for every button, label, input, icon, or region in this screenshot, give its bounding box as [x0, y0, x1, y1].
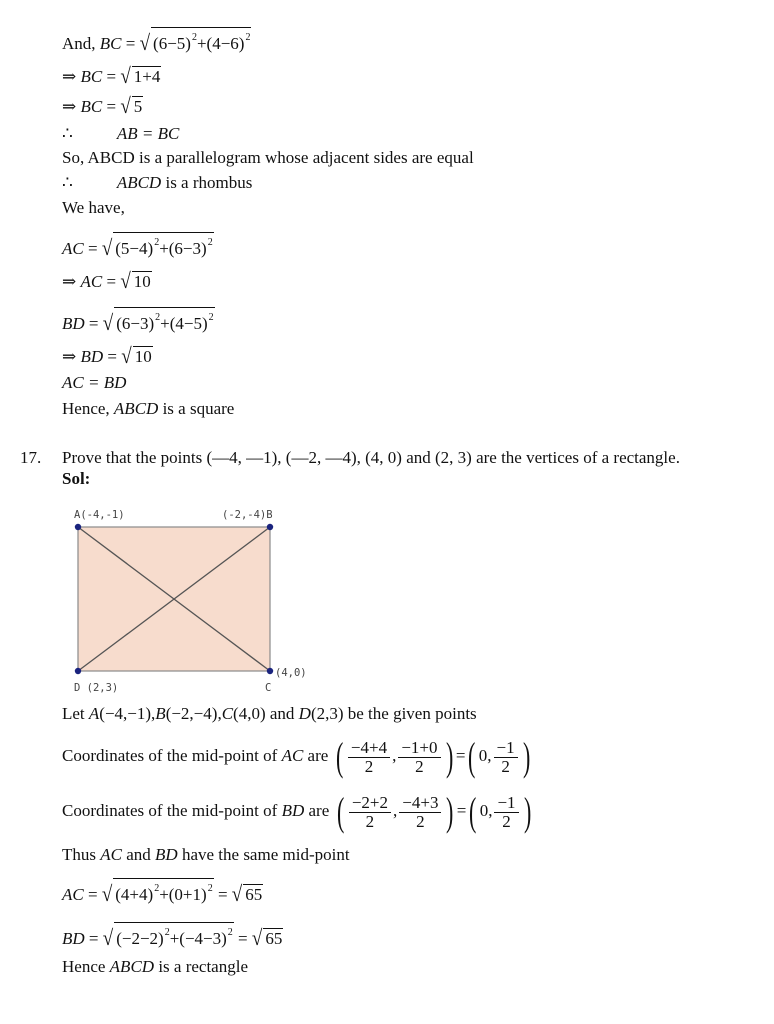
- point-d: [75, 668, 81, 674]
- point-c: [267, 668, 273, 674]
- ac-eq-bd: AC = BD: [62, 373, 127, 392]
- bd-step: ⇒ BD = √ 10: [62, 344, 152, 369]
- let-line: Let A(−4,−1),B(−2,−4),C(4,0) and D(2,3) be the given points: [62, 704, 477, 723]
- rectangle-conclusion: Hence ABCD is a rectangle: [62, 957, 248, 976]
- midpoint-bd-line: Coordinates of the mid-point of BD are ( $\frac{-2+2}{2}$ , $\frac{-4+3}{2}$ ) =( 0, $\frac{-1}{2}$ ): [62, 789, 531, 835]
- bc-intro: And,: [62, 34, 96, 53]
- bd-distance-line: BD = √ $(6-3)^2+(4-5)^2$: [62, 307, 215, 334]
- sqrt-symbol: √: [139, 31, 151, 56]
- thus-line: Thus AC and BD have the same mid-point: [62, 845, 350, 864]
- ac-length-line: AC = √ $(4+4)^2+(0+1)^2$ = √ 65: [62, 878, 263, 905]
- ac-step: ⇒ AC = √ 10: [62, 269, 151, 294]
- ac-distance-line: AC = √ $(5-4)^2+(6-3)^2$: [62, 232, 214, 259]
- bc-step2: ⇒ BC = √ 5: [62, 94, 143, 119]
- label-d: D (2,3): [74, 682, 119, 694]
- sol-label: Sol:: [62, 469, 91, 488]
- point-a: [75, 524, 81, 530]
- bc-var: BC: [99, 34, 122, 53]
- rectangle-figure: [62, 505, 322, 695]
- parallelogram-text: So, ABCD is a parallelogram whose adjacent sides are equal: [62, 148, 474, 167]
- label-b: (-2,-4)B: [222, 509, 273, 521]
- label-a: A(-4,-1): [74, 509, 125, 521]
- point-b: [267, 524, 273, 530]
- bc-step1: ⇒ BC = √ 1+4: [62, 64, 161, 89]
- bc-distance-line: And, BC = √ $(6-5)^2+(4-6)^2$: [62, 27, 251, 54]
- ab-eq-bc-line: ∴ AB = BC: [62, 124, 180, 143]
- label-c: C: [265, 682, 272, 694]
- label-c-coord: (4,0): [275, 667, 307, 679]
- problem-statement: Prove that the points (—4, —1), (—2, —4), (4, 0) and (2, 3) are the vertices of a rectangle.: [62, 448, 680, 467]
- problem-number: 17.: [20, 448, 42, 467]
- rhombus-line: ∴ ABCD is a rhombus: [62, 173, 253, 192]
- bc-radicand: $(6-5)^2+(4-6)^2$: [151, 27, 251, 54]
- square-line: Hence, ABCD is a square: [62, 399, 235, 418]
- we-have: We have,: [62, 198, 125, 217]
- midpoint-ac-line: Coordinates of the mid-point of AC are ( $\frac{-4+4}{2}$ , $\frac{-1+0}{2}$ ) =( 0, $\frac{-1}{2}$ ): [62, 734, 530, 780]
- bd-length-line: BD = √ $(-2-2)^2+(-4-3)^2$ = √ 65: [62, 922, 283, 949]
